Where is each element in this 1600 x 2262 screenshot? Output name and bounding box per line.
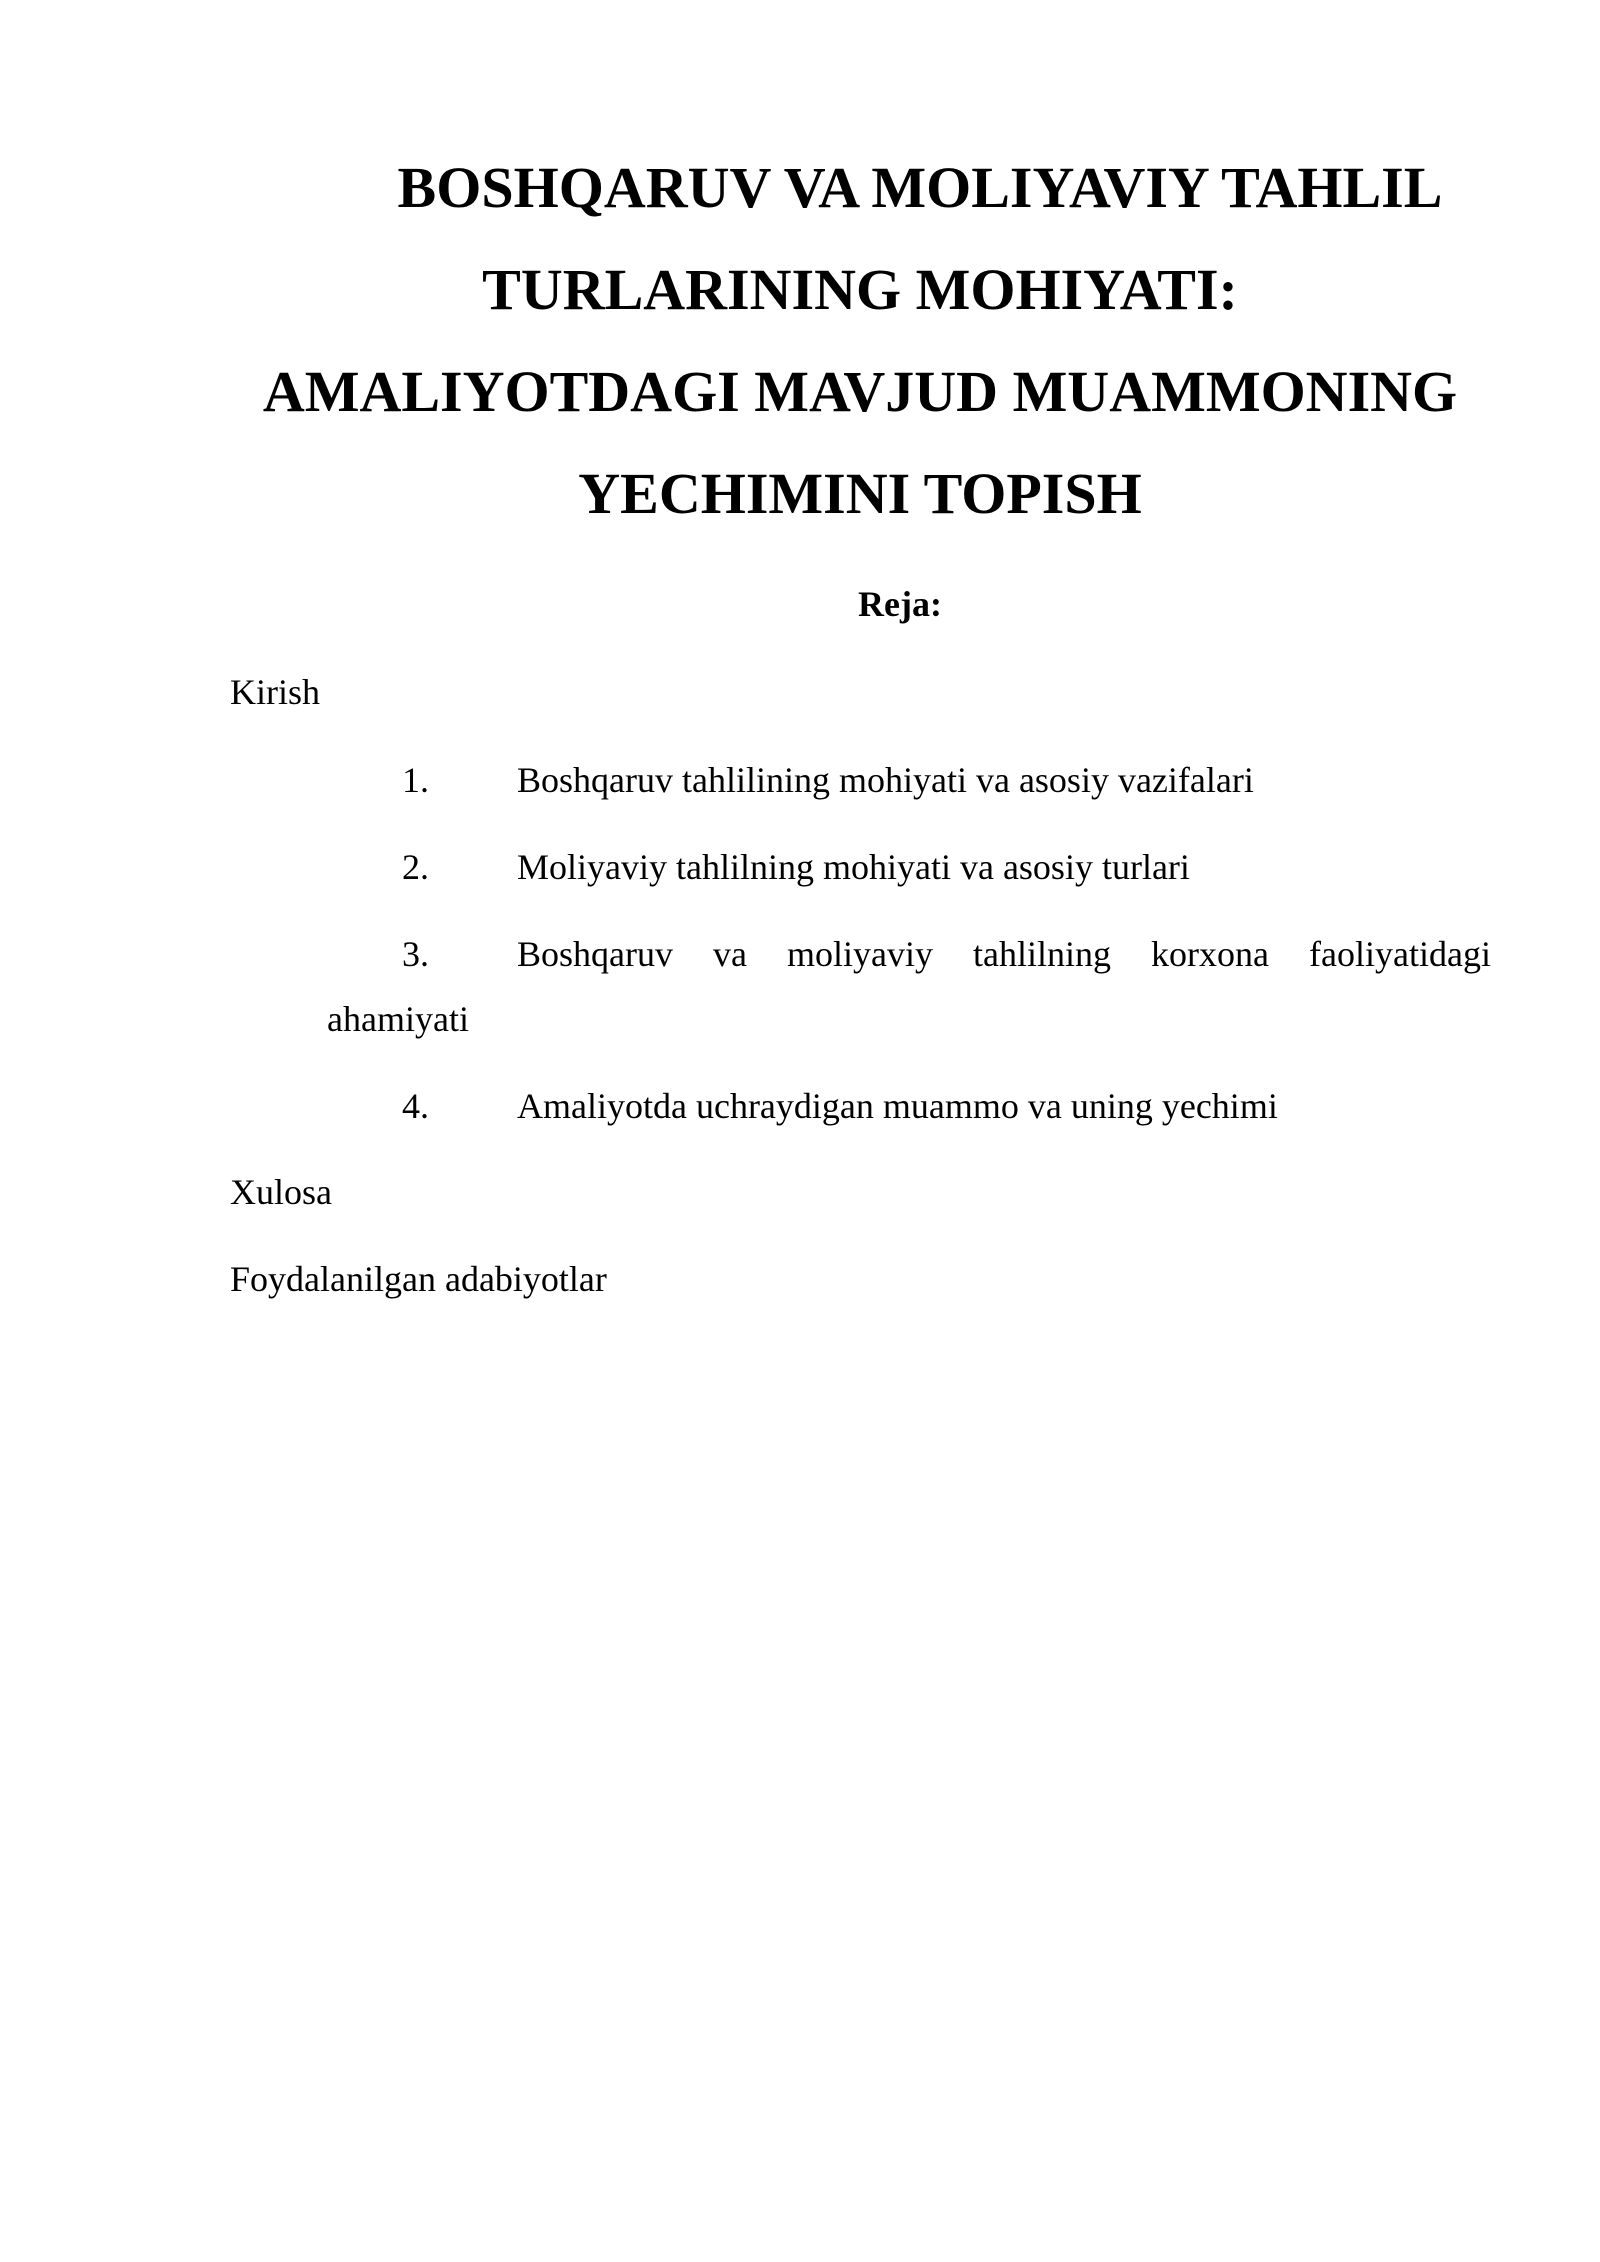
title-line-2: TURLARINING MOHIYATI: xyxy=(482,257,1238,322)
plan-item-2-text: Moliyaviy tahlilning mohiyati va asosiy turlari xyxy=(517,847,1190,887)
plan-item-3-number: 3. xyxy=(402,934,429,974)
plan-item-2-number: 2. xyxy=(402,847,429,887)
title-line-3: AMALIYOTDAGI MAVJUD MUAMMONING xyxy=(262,359,1458,424)
intro-item: Kirish xyxy=(230,672,320,712)
plan-item-3-word: korxona xyxy=(1151,934,1270,974)
plan-item-3-continuation: ahamiyati xyxy=(327,999,469,1039)
title-line-1: BOSHQARUV VA MOLIYAVIY TAHLIL xyxy=(397,155,1443,220)
plan-item-3-word: tahlilning xyxy=(973,934,1112,974)
plan-heading: Reja: xyxy=(858,584,942,624)
plan-item-1-text: Boshqaruv tahlilining mohiyati va asosiy vazifalari xyxy=(517,760,1254,800)
plan-item-4-number: 4. xyxy=(402,1086,429,1126)
plan-item-3-word: va xyxy=(713,934,747,974)
conclusion-item: Xulosa xyxy=(230,1172,332,1212)
plan-item-3-text xyxy=(517,932,1491,976)
plan-item-4-text: Amaliyotda uchraydigan muammo va uning yechimi xyxy=(517,1086,1278,1126)
plan-item-3-word: faoliyatidagi xyxy=(1309,934,1491,974)
plan-item-3-word: moliyaviy xyxy=(787,934,934,974)
title-line-4: YECHIMINI TOPISH xyxy=(578,461,1142,526)
plan-item-1-number: 1. xyxy=(402,760,429,800)
plan-item-3-word: Boshqaruv xyxy=(517,934,673,974)
references-item: Foydalanilgan adabiyotlar xyxy=(230,1259,607,1299)
